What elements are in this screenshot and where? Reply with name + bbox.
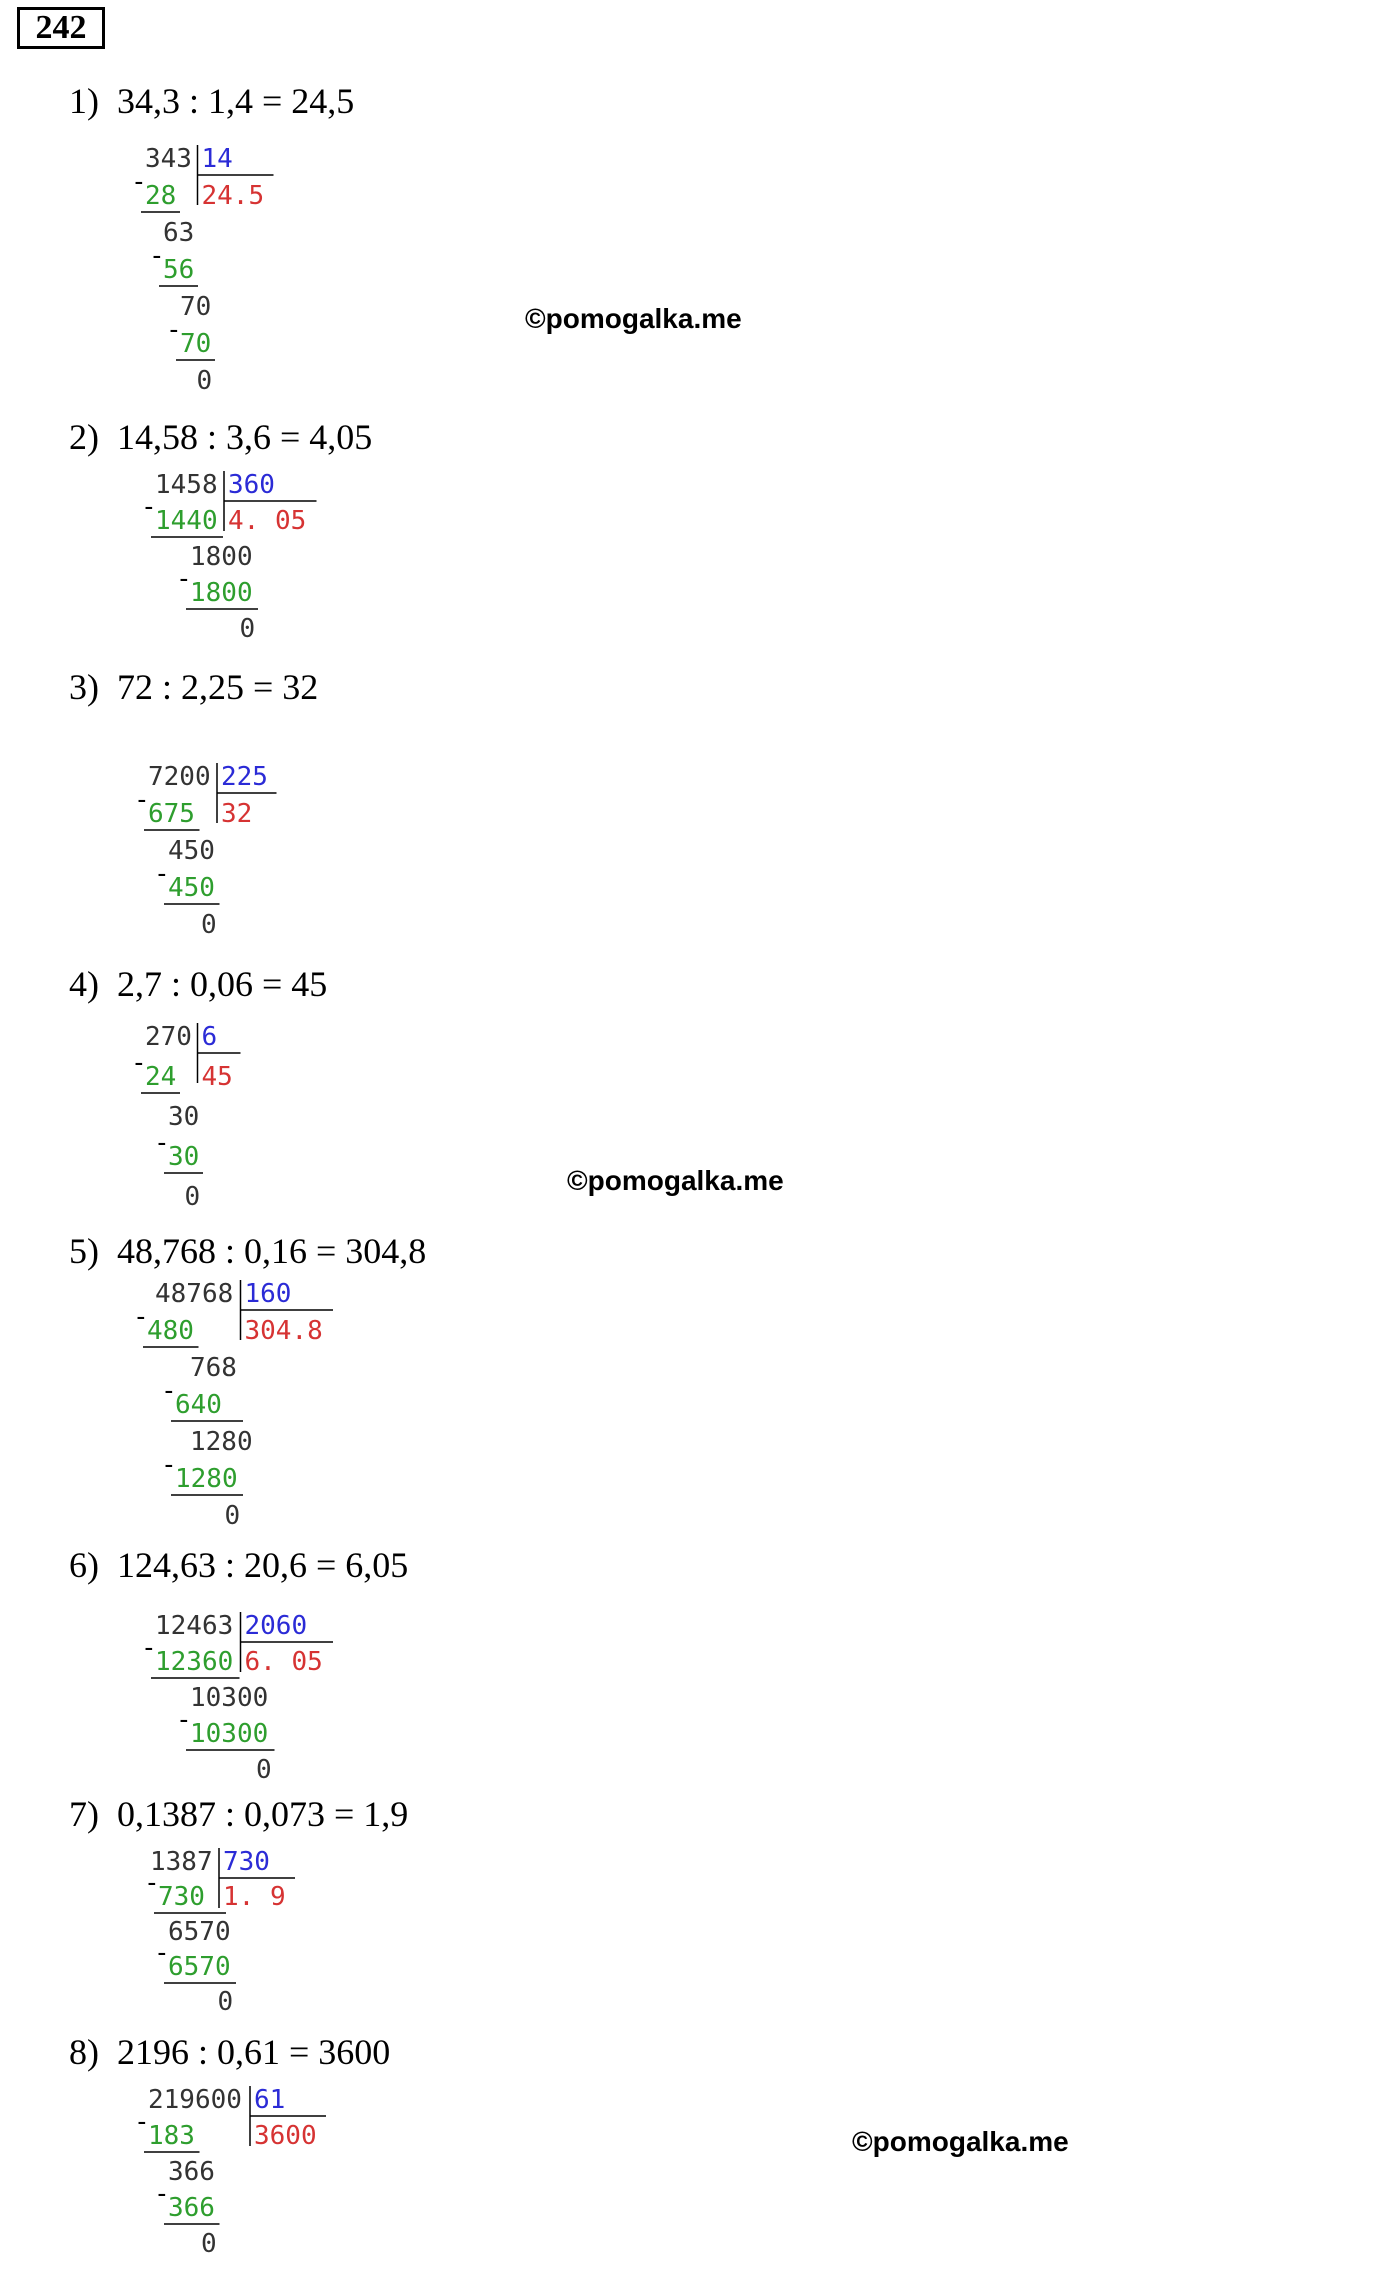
problem-5-quotient: 304.8 (244, 1316, 323, 1346)
problem-3-equation: 3) 72 : 2,25 = 32 (69, 667, 319, 707)
problem-1-equation: 1) 34,3 : 1,4 = 24,5 (69, 81, 355, 121)
problem-2-dividend: 1458 (155, 470, 218, 500)
problem-8-divisor: 61 (254, 2085, 286, 2115)
problem-6-minus-sign-1: - (141, 1633, 157, 1663)
problem-5-dividend: 48768 (155, 1279, 234, 1309)
problem-1-dividend: 343 (145, 144, 192, 174)
problem-5-minus-sign-3: - (161, 1450, 177, 1480)
problem-2-remainder-1: 1800 (190, 542, 253, 572)
problem-7-subtrahend-1: 730 (158, 1882, 205, 1912)
problem-2-minus-sign-2: - (176, 564, 192, 594)
problem-8-subtrahend-1: 183 (148, 2121, 195, 2151)
problem-6-minus-sign-2: - (176, 1705, 192, 1735)
problem-3-divisor: 225 (221, 762, 268, 792)
problem-1-final-remainder: 0 (196, 366, 213, 396)
problem-5-subtrahend-2: 640 (175, 1390, 222, 1420)
problem-8-equation: 8) 2196 : 0,61 = 3600 (69, 2032, 391, 2072)
problem-5-remainder-1: 768 (190, 1353, 237, 1383)
problem-5-equation: 5) 48,768 : 0,16 = 304,8 (69, 1231, 427, 1271)
problem-1-divisor: 14 (201, 144, 233, 174)
problem-2-final-remainder: 0 (239, 614, 256, 644)
problem-8-dividend: 219600 (148, 2085, 242, 2115)
problem-7-remainder-1: 6570 (168, 1917, 231, 1947)
problem-7-quotient: 1. 9 (223, 1882, 286, 1912)
problem-4-minus-sign-1: - (131, 1048, 147, 1078)
problem-2-minus-sign-1: - (141, 492, 157, 522)
problem-4-divisor: 6 (201, 1022, 218, 1052)
problem-4-subtrahend-1: 24 (145, 1062, 177, 1092)
problem-8-minus-sign-2: - (154, 2179, 170, 2209)
problem-1-remainder-1: 63 (163, 218, 195, 248)
problem-8-subtrahend-2: 366 (168, 2193, 215, 2223)
problem-3-quotient: 32 (221, 799, 253, 829)
problem-2-subtrahend-1: 1440 (155, 506, 218, 536)
problem-1-subtrahend-1: 28 (145, 181, 177, 211)
problem-2-equation: 2) 14,58 : 3,6 = 4,05 (69, 417, 373, 457)
problem-4-remainder-1: 30 (168, 1102, 200, 1132)
problem-8-quotient: 3600 (254, 2121, 317, 2151)
problem-4-final-remainder: 0 (184, 1182, 201, 1212)
problem-5-subtrahend-3: 1280 (175, 1464, 238, 1494)
problem-2-subtrahend-2: 1800 (190, 578, 253, 608)
problem-7-minus-sign-2: - (154, 1938, 170, 1968)
problem-6-equation: 6) 124,63 : 20,6 = 6,05 (69, 1545, 409, 1585)
problem-1-quotient: 24.5 (201, 181, 265, 211)
problem-2-quotient: 4. 05 (228, 506, 307, 536)
problem-4-quotient: 45 (201, 1062, 233, 1092)
problem-1-subtrahend-2: 56 (163, 255, 195, 285)
problem-3-subtrahend-2: 450 (168, 873, 215, 903)
problem-8-remainder-1: 366 (168, 2157, 215, 2187)
problem-5-divisor: 160 (244, 1279, 292, 1309)
problem-3-final-remainder: 0 (201, 910, 217, 940)
problem-8-minus-sign-1: - (134, 2107, 150, 2137)
problem-5-remainder-2: 1280 (190, 1427, 253, 1457)
problem-3-minus-sign-2: - (154, 859, 170, 889)
problem-5-minus-sign-2: - (161, 1376, 177, 1406)
problem-7-final-remainder: 0 (217, 1987, 234, 2017)
problem-2-divisor: 360 (228, 470, 275, 500)
problem-6-final-remainder: 0 (256, 1755, 272, 1785)
problem-4-minus-sign-2: - (154, 1128, 170, 1158)
problem-7-dividend: 1387 (150, 1847, 213, 1877)
problem-3-dividend: 7200 (148, 762, 211, 792)
problem-1-minus-sign-3: - (166, 315, 182, 345)
problem-3-remainder-1: 450 (168, 836, 215, 866)
problem-5-final-remainder: 0 (224, 1501, 241, 1531)
problem-3-minus-sign-1: - (134, 785, 150, 815)
exercise-number-badge: 242 (17, 7, 105, 49)
watermark-3: ©pomogalka.me (852, 2126, 1069, 2157)
problem-7-divisor: 730 (223, 1847, 270, 1877)
problem-1-subtrahend-3: 70 (180, 329, 212, 359)
problem-6-quotient: 6. 05 (244, 1647, 323, 1677)
problem-6-remainder-1: 10300 (190, 1683, 269, 1713)
problem-1-minus-sign-1: - (131, 167, 147, 197)
problem-6-subtrahend-2: 10300 (190, 1719, 269, 1749)
problem-1-remainder-2: 70 (180, 292, 212, 322)
watermark-1: ©pomogalka.me (525, 303, 742, 334)
problem-7-equation: 7) 0,1387 : 0,073 = 1,9 (69, 1794, 409, 1834)
problem-5-minus-sign-1: - (133, 1302, 149, 1332)
problem-1-minus-sign-2: - (149, 241, 165, 271)
problem-4-dividend: 270 (145, 1022, 192, 1052)
watermark-2: ©pomogalka.me (567, 1165, 784, 1196)
problem-5-subtrahend-1: 480 (147, 1316, 194, 1346)
problem-3-subtrahend-1: 675 (148, 799, 195, 829)
problem-7-minus-sign-1: - (144, 1868, 160, 1898)
problem-6-dividend: 12463 (155, 1611, 234, 1641)
problem-6-divisor: 2060 (244, 1611, 308, 1641)
problem-4-equation: 4) 2,7 : 0,06 = 45 (69, 964, 328, 1004)
problem-6-subtrahend-1: 12360 (155, 1647, 234, 1677)
problem-4-subtrahend-2: 30 (168, 1142, 200, 1172)
problem-8-final-remainder: 0 (201, 2229, 217, 2259)
problem-7-subtrahend-2: 6570 (168, 1952, 231, 1982)
